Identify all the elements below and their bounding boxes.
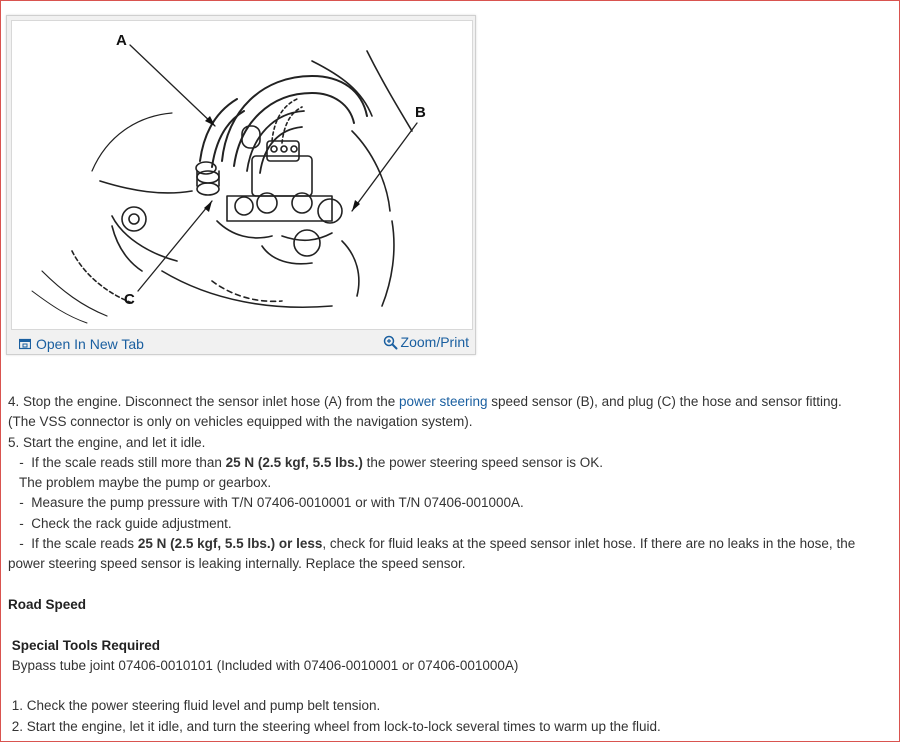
bullet-problem: The problem maybe the pump or gearbox. [8, 475, 272, 491]
step-4-text: 4. Stop the engine. Disconnect the sensor inlet hose (A) from the [8, 394, 399, 409]
bullet-scale-ok [8, 453, 888, 473]
road-speed-step-1: 1. Check the power steering fluid level and pump belt tension. [8, 698, 381, 714]
magnifier-plus-icon [383, 335, 398, 350]
bullet-scale-less [8, 534, 888, 554]
special-tools-item: Bypass tube joint 07406-0010101 (Included with 07406-0010001 or 07406-001000A) [8, 657, 519, 673]
figure-container [6, 15, 476, 355]
zoom-print-link[interactable] [383, 334, 469, 350]
bullet-scale-less-text-cont: , check for fluid leaks at the speed sensor inlet hose. If there are no leaks in the hose, the [322, 536, 856, 552]
bullet-scale-ok-text: - If the scale reads still more than [8, 454, 226, 470]
diagram-image [11, 20, 473, 330]
procedure-text [8, 392, 888, 737]
zoom-print-label: Zoom/Print [400, 334, 469, 350]
bullet-scale-ok-bold: 25 N (2.5 kgf, 5.5 lbs.) [225, 454, 363, 470]
open-in-new-tab-label: Open In New Tab [36, 336, 144, 352]
figure-toolbar [7, 330, 475, 354]
callout-a: A [116, 32, 127, 49]
special-tools-heading: Special Tools Required [8, 637, 161, 653]
bullet-scale-ok-text-cont: the power steering speed sensor is OK. [362, 454, 604, 470]
power-steering-link[interactable]: power steering [398, 394, 488, 409]
step-5: 5. Start the engine, and let it idle. [8, 434, 206, 450]
callout-b: B [415, 104, 426, 121]
bullet-pump-pressure: - Measure the pump pressure with T/N 07406-0010001 or with T/N 07406-001000A. [8, 495, 524, 511]
road-speed-step-2: 2. Start the engine, let it idle, and turn the steering wheel from lock-to-lock several times to warm up the fluid. [8, 718, 661, 734]
bullet-scale-less-cont: power steering speed sensor is leaking internally. Replace the speed sensor. [8, 556, 466, 572]
open-in-new-tab-link[interactable] [19, 336, 144, 352]
bullet-scale-less-text: - If the scale reads [8, 536, 138, 552]
step-4-text-cont: speed sensor (B), and plug (C) the hose and sensor fitting. [487, 394, 842, 409]
road-speed-heading: Road Speed [8, 596, 87, 612]
step-4-note: (The VSS connector is only on vehicles equipped with the navigation system). [8, 414, 473, 430]
step-4 [8, 392, 888, 412]
bullet-scale-less-bold: 25 N (2.5 kgf, 5.5 lbs.) or less [137, 536, 323, 552]
external-window-icon [19, 338, 31, 350]
bullet-rack-guide: - Check the rack guide adjustment. [8, 515, 232, 531]
callout-c: C [124, 291, 135, 308]
